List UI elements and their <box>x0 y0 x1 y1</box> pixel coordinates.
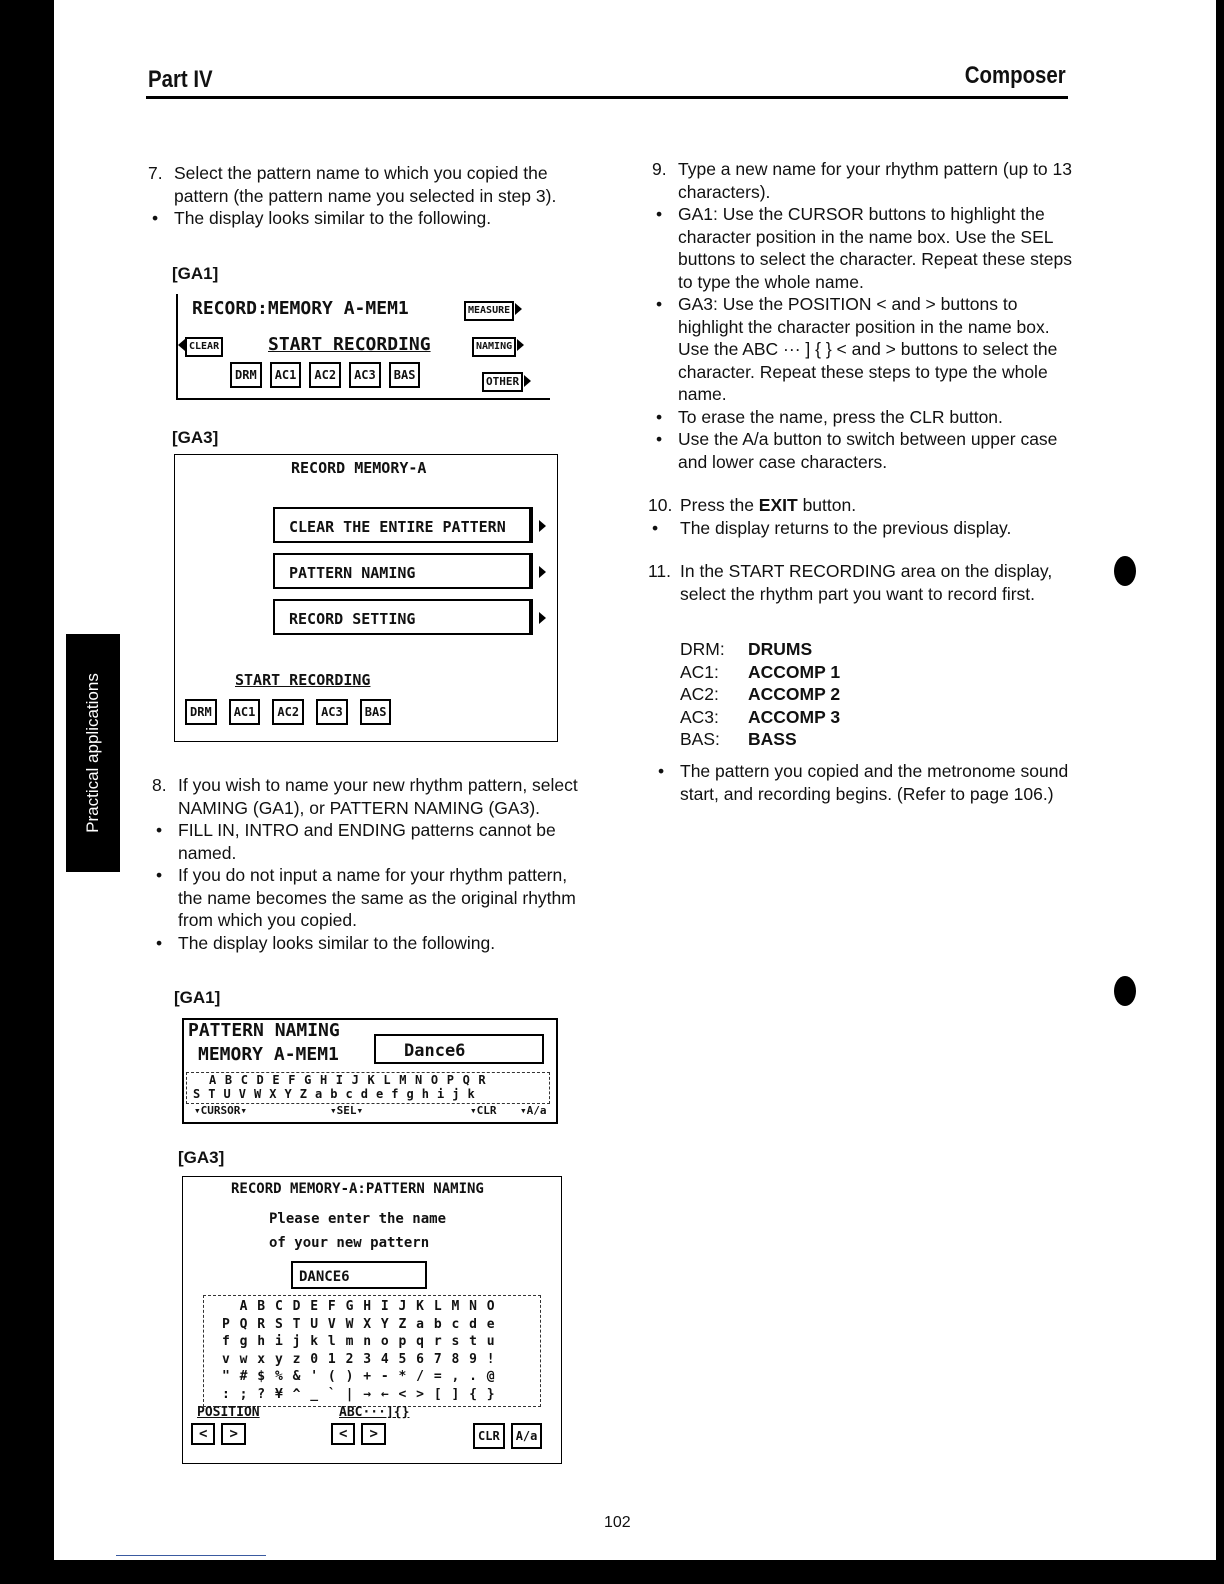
char-grid <box>186 1072 550 1104</box>
name-field[interactable]: Dance6 <box>374 1034 544 1064</box>
cursor-button[interactable]: ▾CURSOR▾ <box>194 1104 247 1117</box>
step-number: 11. <box>648 561 672 581</box>
punch-hole <box>1114 556 1136 586</box>
arrow-right-icon <box>517 339 524 351</box>
lcd-title: RECORD MEMORY-A <box>291 459 427 477</box>
step-10 <box>648 494 1072 539</box>
side-tab <box>66 634 120 872</box>
header-rule <box>146 96 1068 99</box>
abc-label: ABC···]{} <box>339 1405 410 1420</box>
case-button[interactable]: A/a <box>511 1423 543 1449</box>
char-row[interactable]: v w x y z 0 1 2 3 4 5 6 7 8 9 ! <box>222 1351 496 1367</box>
start-recording-label: START RECORDING <box>235 671 371 689</box>
char-row[interactable]: f g h i j k l m n o p q r s t u <box>222 1334 496 1349</box>
clr-label: CLR <box>476 1104 497 1117</box>
part-name: BASS <box>748 729 797 749</box>
step-8 <box>152 774 582 954</box>
clr-button[interactable]: CLR <box>473 1423 505 1449</box>
name-field[interactable]: DANCE6 <box>291 1261 427 1289</box>
cursor-label: CURSOR <box>200 1104 241 1117</box>
step-text-pre: Press the <box>680 495 759 515</box>
ga1-label: [GA1] <box>172 264 219 283</box>
part-button-ac2[interactable]: AC2 <box>309 362 341 388</box>
parts-row <box>680 638 840 661</box>
scan-line <box>116 1555 266 1556</box>
bullet: • To erase the name, press the CLR button. <box>652 406 1072 429</box>
memory-label: MEMORY A-MEM1 <box>198 1044 339 1065</box>
bullet: • The display looks similar to the following. <box>148 207 580 230</box>
lcd-title: PATTERN NAMING <box>188 1020 340 1041</box>
step-text: Type a new name for your rhythm pattern (up to 13 characters). <box>678 159 1072 202</box>
bullet: • GA1: Use the CURSOR buttons to highlight the character position in the name box. Use the SEL buttons to select the character. Repeat these steps to type the whole name. <box>652 203 1072 293</box>
naming-button[interactable]: NAMING <box>472 337 516 357</box>
arrow-right-icon <box>539 612 546 624</box>
step-number: 9. <box>652 159 667 179</box>
lcd-ga3-record <box>174 454 558 742</box>
parts-row <box>680 728 840 751</box>
arrow-right-icon <box>515 303 522 315</box>
page-number: 102 <box>604 1514 631 1531</box>
bullet: • The pattern you copied and the metronome sound start, and recording begins. (Refer to page 106.) <box>654 760 1074 805</box>
arrow-left-icon <box>178 339 185 351</box>
part-code: DRM: <box>680 639 725 659</box>
part-button-bas[interactable]: BAS <box>389 362 421 388</box>
parts-row <box>680 661 840 684</box>
char-grid <box>203 1295 541 1407</box>
part-button-ac1[interactable]: AC1 <box>229 699 261 725</box>
prompt-line-1: Please enter the name <box>269 1211 447 1227</box>
step-text-post: button. <box>797 495 857 515</box>
lcd-ga1-naming <box>182 1018 558 1124</box>
step-7 <box>148 162 580 230</box>
header-part: Part IV <box>148 66 213 93</box>
bullet: • The display returns to the previous display. <box>648 517 1072 540</box>
clr-button[interactable]: ▾CLR <box>470 1104 497 1117</box>
step-text: If you wish to name your new rhythm pattern, select NAMING (GA1), or PATTERN NAMING (GA3). <box>178 775 578 818</box>
char-row[interactable]: : ; ? ¥ ^ _ ` | → ← < > [ ] { } <box>222 1386 496 1402</box>
clear-button[interactable]: CLEAR <box>185 337 223 357</box>
scan-edge-left <box>0 0 54 1584</box>
char-row[interactable]: S T U V W X Y Z a b c d e f g h i j k <box>193 1087 476 1101</box>
part-name: ACCOMP 1 <box>748 661 841 682</box>
part-name: ACCOMP 2 <box>748 684 841 704</box>
bullet: • GA3: Use the POSITION < and > buttons to highlight the character position in the name box. Use the ABC ··· ] { } < and > buttons to select the character. Repeat these steps to type the whole name. <box>652 293 1072 406</box>
bullet: • If you do not input a name for your rhythm pattern, the name becomes the same as the original rhythm from which you copied. <box>152 864 582 932</box>
lcd-title: RECORD MEMORY-A:PATTERN NAMING <box>231 1181 484 1197</box>
ga1-label: [GA1] <box>174 988 221 1007</box>
position-right-button[interactable]: > <box>221 1423 245 1445</box>
side-tab-label: Practical applications <box>83 673 102 833</box>
punch-hole <box>1114 976 1136 1006</box>
parts-list <box>680 638 840 751</box>
part-code: AC1: <box>680 661 719 682</box>
part-name: ACCOMP 3 <box>748 706 841 727</box>
char-row[interactable]: P Q R S T U V W X Y Z a b c d e <box>222 1316 496 1332</box>
parts-row <box>680 706 840 729</box>
bullet: • The display looks similar to the following. <box>152 932 582 955</box>
start-recording-label: START RECORDING <box>268 334 431 355</box>
char-row[interactable]: " # $ % & ' ( ) + - * / = , . @ <box>222 1369 496 1384</box>
part-name: DRUMS <box>748 639 813 659</box>
header-chapter: Composer <box>965 62 1066 89</box>
arrow-right-icon <box>539 566 546 578</box>
menu-pattern-naming[interactable]: PATTERN NAMING <box>273 553 533 589</box>
scan-edge-right <box>1216 0 1224 1584</box>
part-button-ac3[interactable]: AC3 <box>316 699 348 725</box>
bullet: • Use the A/a button to switch between upper case and lower case characters. <box>652 428 1072 473</box>
step-number: 10. <box>648 495 673 515</box>
abc-right-button[interactable]: > <box>361 1423 385 1445</box>
part-code: BAS: <box>680 729 720 749</box>
part-button-drm[interactable]: DRM <box>185 699 217 725</box>
part-button-ac3[interactable]: AC3 <box>349 362 381 388</box>
arrow-right-icon <box>539 520 546 532</box>
part-button-ac1[interactable]: AC1 <box>270 362 302 388</box>
prompt-line-2: of your new pattern <box>269 1235 430 1251</box>
case-button[interactable]: ▾A/a <box>520 1104 547 1117</box>
part-code: AC3: <box>680 706 719 727</box>
scan-edge-bottom <box>54 1560 1224 1584</box>
step-number: 7. <box>148 163 163 183</box>
parts-row <box>680 683 840 706</box>
step-11 <box>648 560 1072 605</box>
lcd-ga3-naming <box>182 1176 562 1464</box>
lcd-title: RECORD:MEMORY A-MEM1 <box>192 298 409 319</box>
step-text: In the START RECORDING area on the display, select the rhythm part you want to record first. <box>680 561 1053 604</box>
exit-button-name: EXIT <box>758 495 798 515</box>
sel-button[interactable]: ▾SEL▾ <box>330 1104 364 1117</box>
ga3-label: [GA3] <box>172 428 219 447</box>
char-row[interactable]: A B C D E F G H I J K L M N O P Q R <box>209 1073 487 1087</box>
part-code: AC2: <box>680 684 719 704</box>
position-label: POSITION <box>197 1405 260 1420</box>
bullet: • FILL IN, INTRO and ENDING patterns cannot be named. <box>152 819 582 864</box>
char-row[interactable]: A B C D E F G H I J K L M N O <box>222 1299 496 1314</box>
part-button-ac2[interactable]: AC2 <box>272 699 304 725</box>
menu-record-setting[interactable]: RECORD SETTING <box>273 599 533 635</box>
lcd-ga1-record <box>176 294 550 400</box>
step-text: Select the pattern name to which you copied the pattern (the pattern name you selected in step 3). <box>174 163 557 206</box>
step-number: 8. <box>152 775 167 795</box>
ga3-label: [GA3] <box>178 1148 225 1167</box>
position-left-button[interactable]: < <box>191 1423 215 1445</box>
other-button[interactable]: OTHER <box>482 372 523 392</box>
menu-clear-pattern[interactable]: CLEAR THE ENTIRE PATTERN <box>273 507 533 543</box>
part-button-bas[interactable]: BAS <box>360 699 392 725</box>
case-label: A/a <box>526 1104 547 1117</box>
step-11-bullet <box>654 760 1074 805</box>
part-button-drm[interactable]: DRM <box>230 362 262 388</box>
arrow-right-icon <box>524 375 531 387</box>
sel-label: SEL <box>336 1104 357 1117</box>
step-9 <box>652 158 1072 473</box>
measure-button[interactable]: MEASURE <box>464 301 514 321</box>
abc-left-button[interactable]: < <box>331 1423 355 1445</box>
